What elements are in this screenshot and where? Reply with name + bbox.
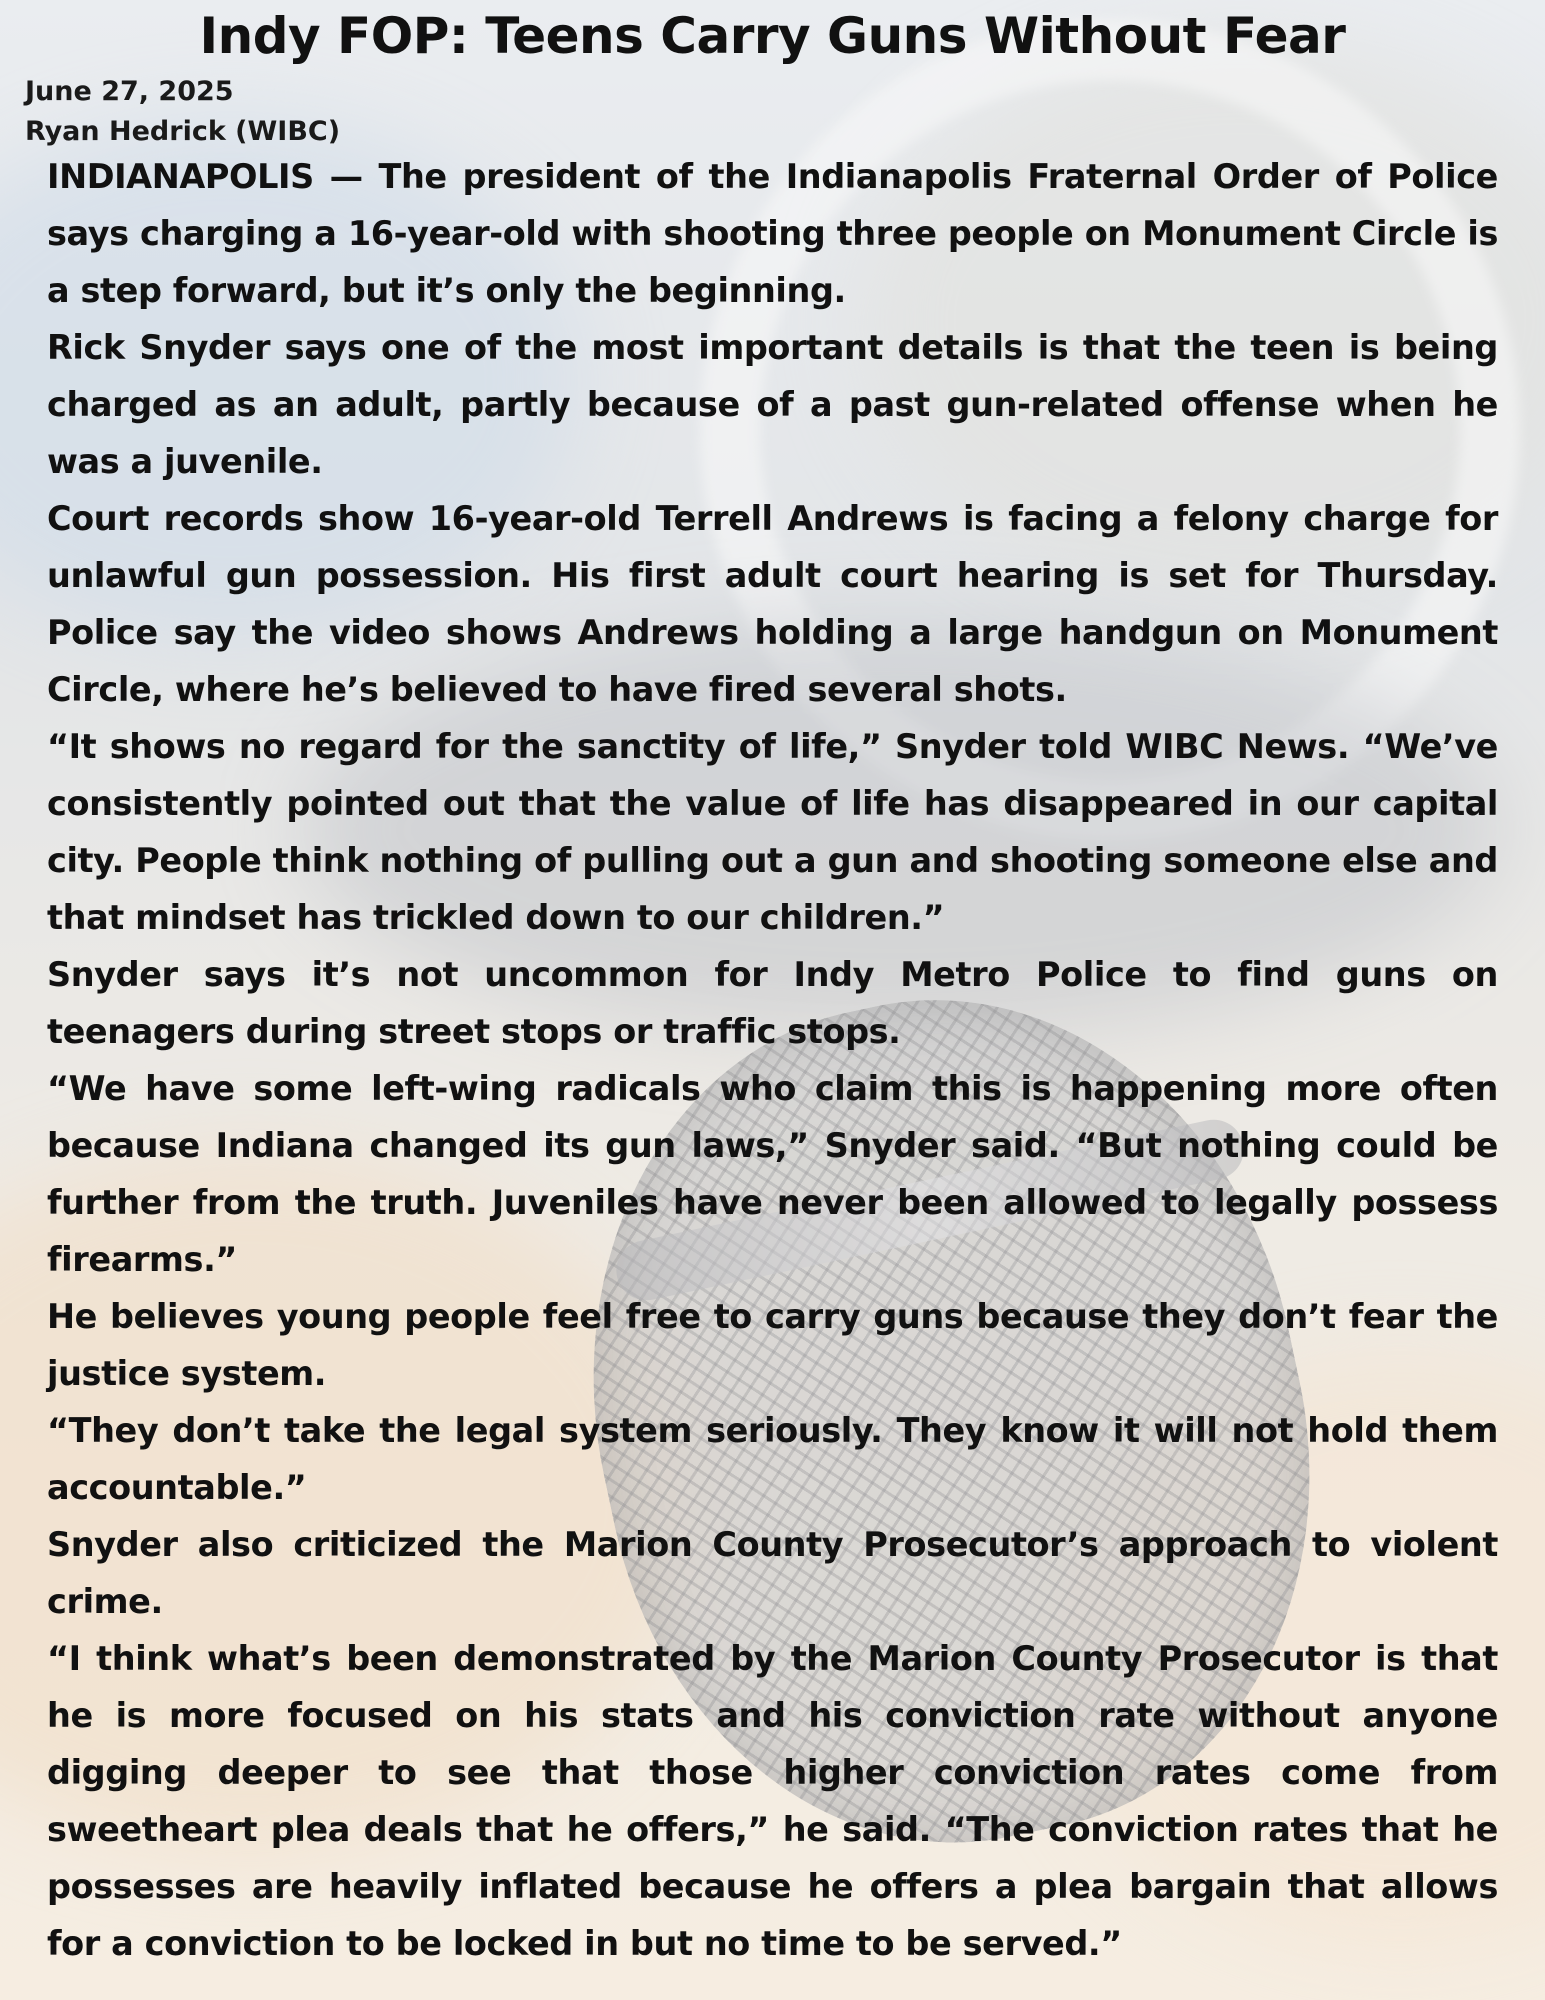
article-paragraph: “It shows no regard for the sanctity of life,” Snyder told WIBC News. “We’ve consistently pointed out that the value of life has disappeared in our capital city. People think nothing of pulling out a gun and shooting someone else and that mindset has trickled down to our children.” [47, 727, 1498, 937]
article-paragraph: “They don’t take the legal system seriously. They know it will not hold them accountable.” [47, 1411, 1498, 1507]
article-headline: Indy FOP: Teens Carry Guns Without Fear [199, 7, 1346, 65]
article-paragraph: He believes young people feel free to carry guns because they don’t fear the justice system. [47, 1297, 1498, 1393]
article-body [47, 148, 1498, 1972]
article-paragraph: “I think what’s been demonstrated by the Marion County Prosecutor is that he is more focused on his stats and his conviction rate without anyone digging deeper to see that those higher conviction rates come from sweetheart plea deals that he offers,” he said. “The conviction rates that he possesses are heavily inflated because he offers a plea bargain that allows for a conviction to be locked in but no time to be served.” [47, 1639, 1498, 1963]
article-paragraph: Rick Snyder says one of the most important details is that the teen is being charged as an adult, partly because of a past gun-related offense when he was a juvenile. [47, 328, 1498, 481]
article-author: Ryan Hedrick (WIBC) [25, 116, 341, 147]
article-date: June 27, 2025 [25, 76, 234, 107]
article-paragraph: INDIANAPOLIS — The president of the Indianapolis Fraternal Order of Police says charging a 16-year-old with shooting three people on Monument Circle is a step forward, but it’s only the beginning. [47, 157, 1498, 310]
article-paragraph: “We have some left-wing radicals who claim this is happening more often because Indiana changed its gun laws,” Snyder said. “But nothing could be further from the truth. Juveniles have never been allowed to legally possess firearms.” [47, 1069, 1498, 1279]
article-paragraph: Court records show 16-year-old Terrell Andrews is facing a felony charge for unlawful gun possession. His first adult court hearing is set for Thursday. Police say the video shows Andrews holding a large handgun on Monument Circle, where he’s believed to have fired several shots. [47, 499, 1498, 709]
article-paragraph: Snyder also criticized the Marion County Prosecutor’s approach to violent crime. [47, 1525, 1498, 1621]
article-paragraph: Snyder says it’s not uncommon for Indy Metro Police to find guns on teenagers during street stops or traffic stops. [47, 955, 1498, 1051]
